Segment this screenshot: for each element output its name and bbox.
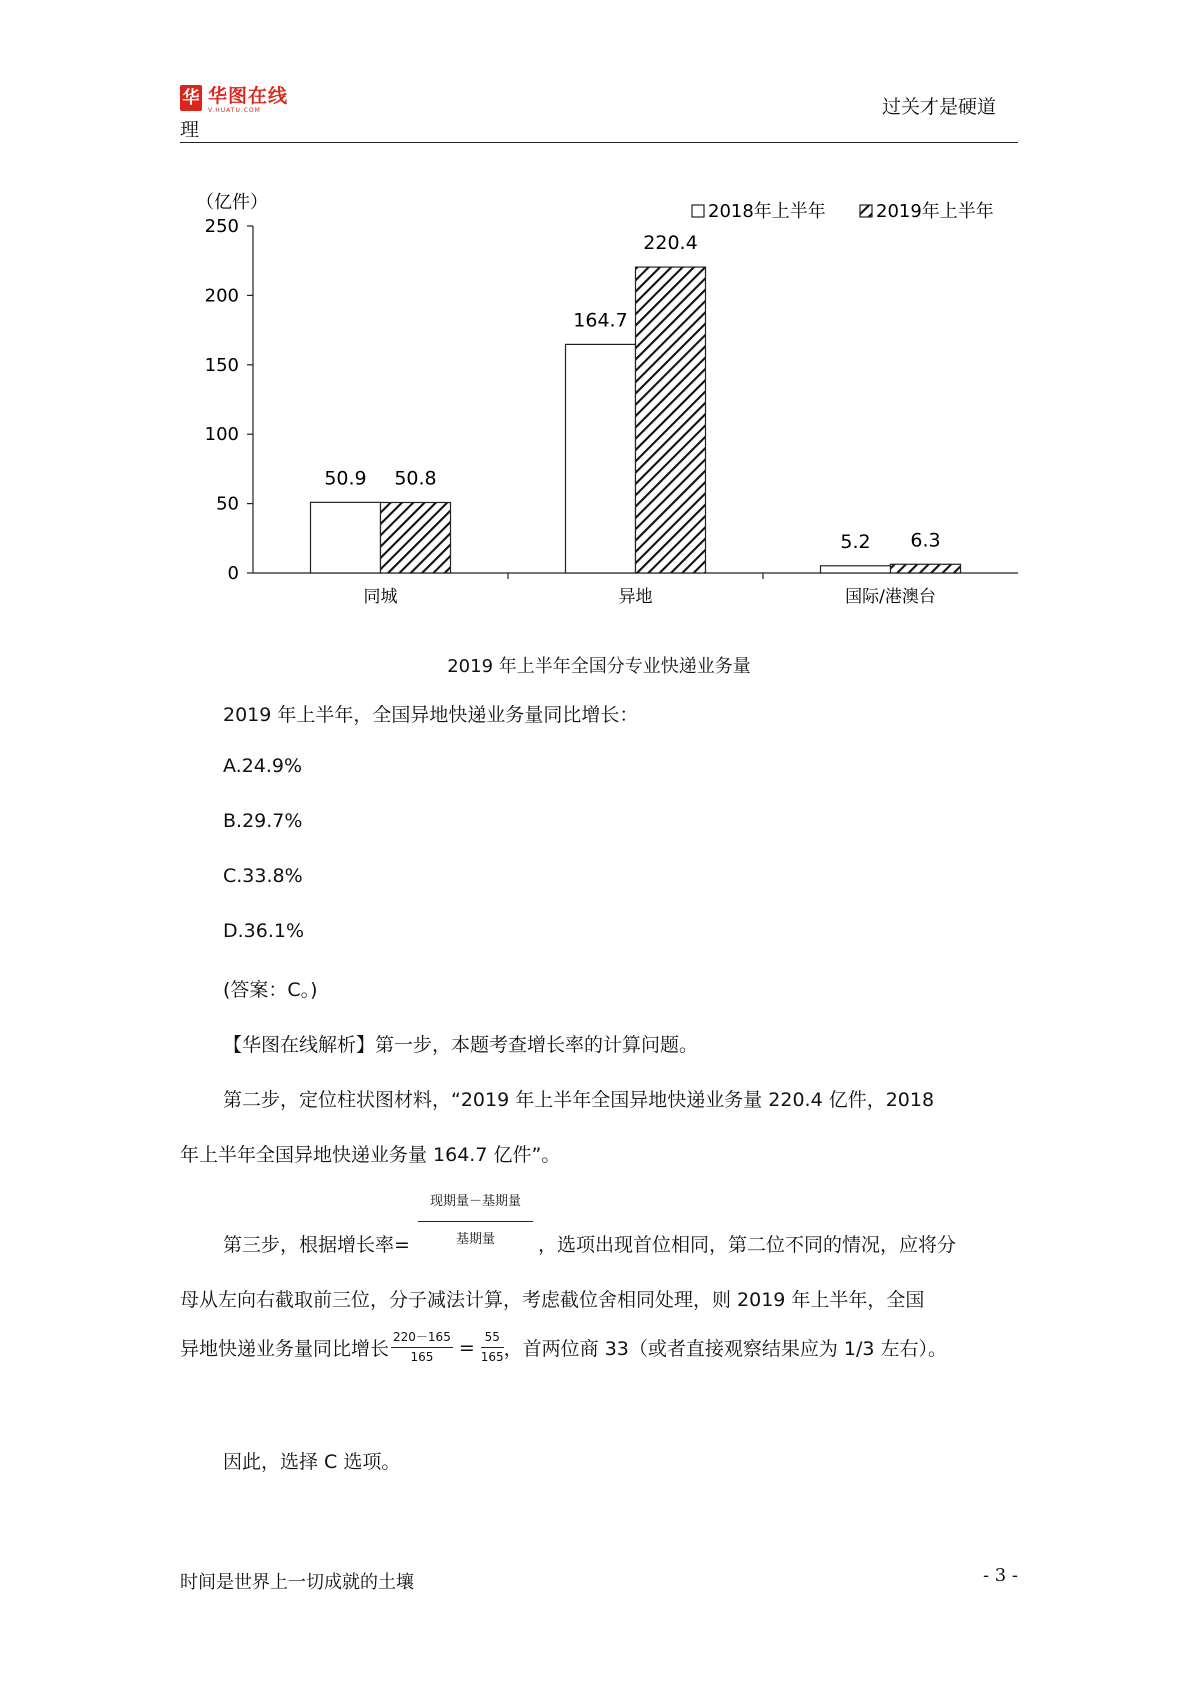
option-a: A.24.9% <box>223 755 303 777</box>
data-label: 220.4 <box>643 232 698 255</box>
y-tick-label: 100 <box>204 424 239 446</box>
page-number: - 3 - <box>982 1565 1018 1586</box>
huatu-logo <box>180 85 288 115</box>
option-c: C.33.8% <box>223 865 303 887</box>
fraction-1-numerator: 220－165 <box>391 1330 453 1348</box>
analysis-step-3-line-1a: 第三步，根据增长率= <box>223 1234 410 1256</box>
fraction-220-minus-165 <box>391 1330 453 1365</box>
bar-0-1 <box>566 344 636 573</box>
growth-rate-formula <box>418 1190 533 1247</box>
analysis-step-3-line-2: 母从左向右截取前三位，分子减法计算，考虑截位舍相同处理，则 2019 年上半年，全国 <box>180 1289 925 1311</box>
fraction-2-numerator: 55 <box>481 1330 504 1348</box>
fraction-2-denominator: 165 <box>480 1350 504 1364</box>
data-label: 50.9 <box>324 467 367 490</box>
analysis-conclusion: 因此，选择 C 选项。 <box>223 1451 401 1473</box>
fraction-1-denominator: 165 <box>410 1350 434 1364</box>
bar-chart <box>180 180 1020 620</box>
bar-1-2 <box>891 564 961 573</box>
header-tail-char: 理 <box>180 119 200 141</box>
formula-denominator: 基期量 <box>455 1232 495 1247</box>
x-tick-label: 同城 <box>363 587 398 607</box>
data-label: 164.7 <box>573 309 628 332</box>
logo-name: 华图在线 <box>208 85 289 107</box>
formula-numerator: 现期量－基期量 <box>418 1190 533 1222</box>
page-header <box>180 80 1018 143</box>
analysis-step-3-line-1b: ，选项出现首位相同，第二位不同的情况，应将分 <box>538 1234 957 1256</box>
analysis-step-3-line-3a: 异地快递业务量同比增长 <box>180 1338 390 1360</box>
legend-swatch <box>860 205 872 217</box>
bar-chart-svg <box>180 180 1020 620</box>
fraction-55-over-165 <box>481 1330 504 1365</box>
analysis-step-3-line-3 <box>180 1330 947 1365</box>
question-stem: 2019 年上半年，全国异地快递业务量同比增长： <box>223 704 639 726</box>
legend-label: 2018年上半年 <box>708 201 826 222</box>
x-tick-label: 国际/港澳台 <box>845 587 936 607</box>
bar-1-0 <box>381 502 451 573</box>
header-motto: 过关才是硬道 <box>881 96 996 118</box>
analysis-step-2-line-1: 第二步，定位柱状图材料，“2019 年上半年全国异地快递业务量 220.4 亿件，2018 <box>223 1089 935 1111</box>
data-label: 6.3 <box>910 529 941 552</box>
answer: (答案：C。) <box>223 979 318 1001</box>
y-tick-label: 200 <box>204 285 239 307</box>
bar-0-0 <box>311 502 381 573</box>
legend-label: 2019年上半年 <box>876 201 994 222</box>
bar-1-1 <box>636 267 706 573</box>
y-axis-unit-label: （亿件） <box>196 192 268 213</box>
chart-title: 2019 年上半年全国分专业快递业务量 <box>447 656 751 677</box>
equals-sign: = <box>458 1336 475 1359</box>
option-b: B.29.7% <box>223 810 303 832</box>
y-tick-label: 0 <box>227 563 239 584</box>
logo-url: V.HUATU.COM <box>208 107 261 114</box>
analysis-step-1: 【华图在线解析】第一步，本题考查增长率的计算问题。 <box>223 1034 699 1056</box>
footer-slogan: 时间是世界上一切成就的土壤 <box>180 1572 414 1593</box>
logo-mark-icon: 华 <box>180 85 202 111</box>
data-label: 5.2 <box>840 530 871 553</box>
option-d: D.36.1% <box>223 920 305 942</box>
analysis-step-3-line-3b: ，首两位商 33（或者直接观察结果应为 1/3 左右）。 <box>503 1338 948 1360</box>
x-tick-label: 异地 <box>618 587 653 607</box>
legend-swatch <box>692 205 704 217</box>
data-label: 50.8 <box>394 467 437 490</box>
bar-0-2 <box>821 566 891 573</box>
y-tick-label: 150 <box>204 354 239 376</box>
y-tick-label: 50 <box>216 493 239 515</box>
y-tick-label: 250 <box>204 216 239 237</box>
analysis-step-2-line-2: 年上半年全国异地快递业务量 164.7 亿件”。 <box>180 1144 561 1166</box>
